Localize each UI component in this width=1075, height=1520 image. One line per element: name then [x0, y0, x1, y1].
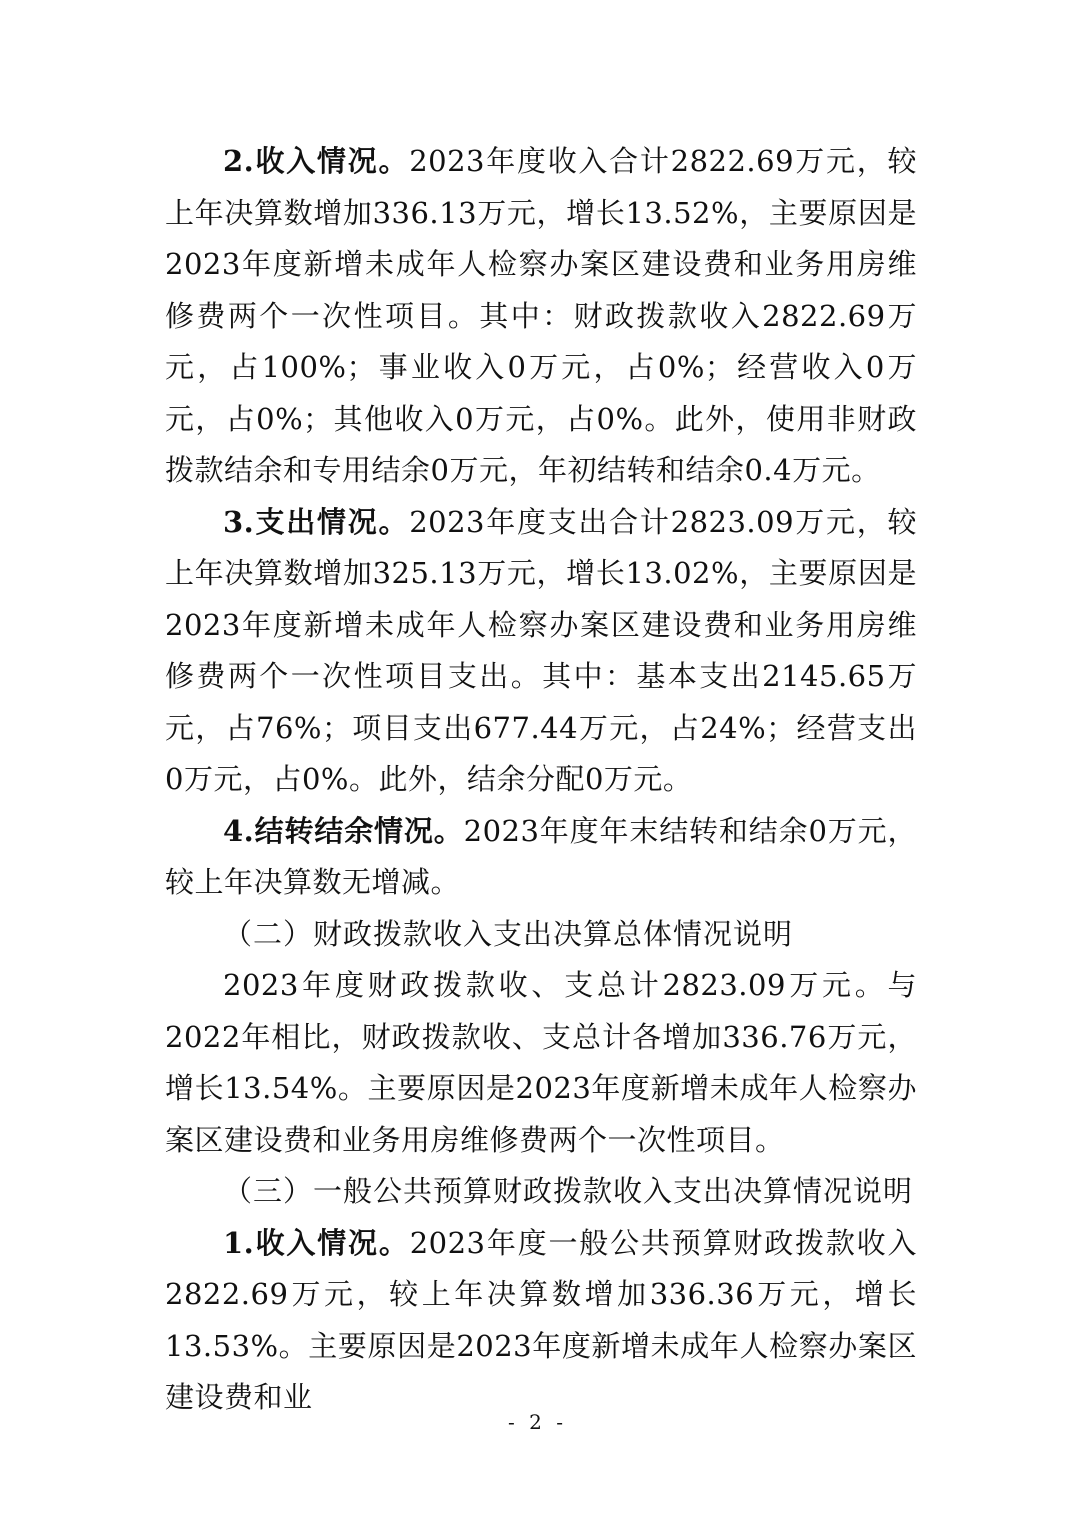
paragraph-lead: 4.结转结余情况。 [223, 813, 464, 848]
document-body [165, 136, 917, 1424]
paragraph-expenditure [165, 497, 917, 806]
paragraph-lead: 1.收入情况。 [223, 1225, 410, 1260]
paragraph-text: 2023年度财政拨款收、支总计2823.09万元。与2022年相比，财政拨款收、支总计各增加336.76万元，增长13.54%。主要原因是2023年度新增未成年人检察办案区建设费和业务用房维修费两个一次性项目。 [165, 968, 917, 1157]
paragraph-text: 2023年度一般公共预算财政拨款收入2822.69万元，较上年决算数增加336.36万元，增长13.53%。主要原因是2023年度新增未成年人检察办案区建设费和业 [165, 1225, 917, 1414]
paragraph-general-budget-income [165, 1218, 917, 1424]
section-heading-general-budget: （三）一般公共预算财政拨款收入支出决算情况说明 [223, 1174, 914, 1208]
paragraph-text: 2023年度支出合计2823.09万元，较上年决算数增加325.13万元，增长13.02%，主要原因是2023年度新增未成年人检察办案区建设费和业务用房维修费两个一次性项目支出。其中：基本支出2145.65万元，占76%；项目支出677.44万元，占24%；经营支出0万元，占0%。此外，结余分配0万元。 [165, 504, 917, 796]
paragraph-lead: 3.支出情况。 [223, 504, 410, 539]
paragraph-lead: 2.收入情况。 [223, 144, 410, 178]
paragraph-text: 2023年度收入合计2822.69万元，较上年决算数增加336.13万元，增长13.52%，主要原因是2023年度新增未成年人检察办案区建设费和业务用房维修费两个一次性项目。其中：财政拨款收入2822.69万元，占100%；事业收入0万元，占0%；经营收入0万元，占0%；其他收入0万元，占0%。此外，使用非财政拨款结余和专用结余0万元，年初结转和结余0.4万元。 [165, 144, 917, 487]
section-heading-fiscal-overall: （二）财政拨款收入支出决算总体情况说明 [223, 916, 794, 951]
paragraph-carryover [165, 806, 917, 909]
page-number: - 2 - [508, 1410, 567, 1434]
paragraph-income [165, 136, 917, 497]
paragraph-fiscal-overall [165, 960, 917, 1166]
paragraph-text: 2023年度年末结转和结余0万元，较上年决算数无增减。 [165, 813, 917, 899]
